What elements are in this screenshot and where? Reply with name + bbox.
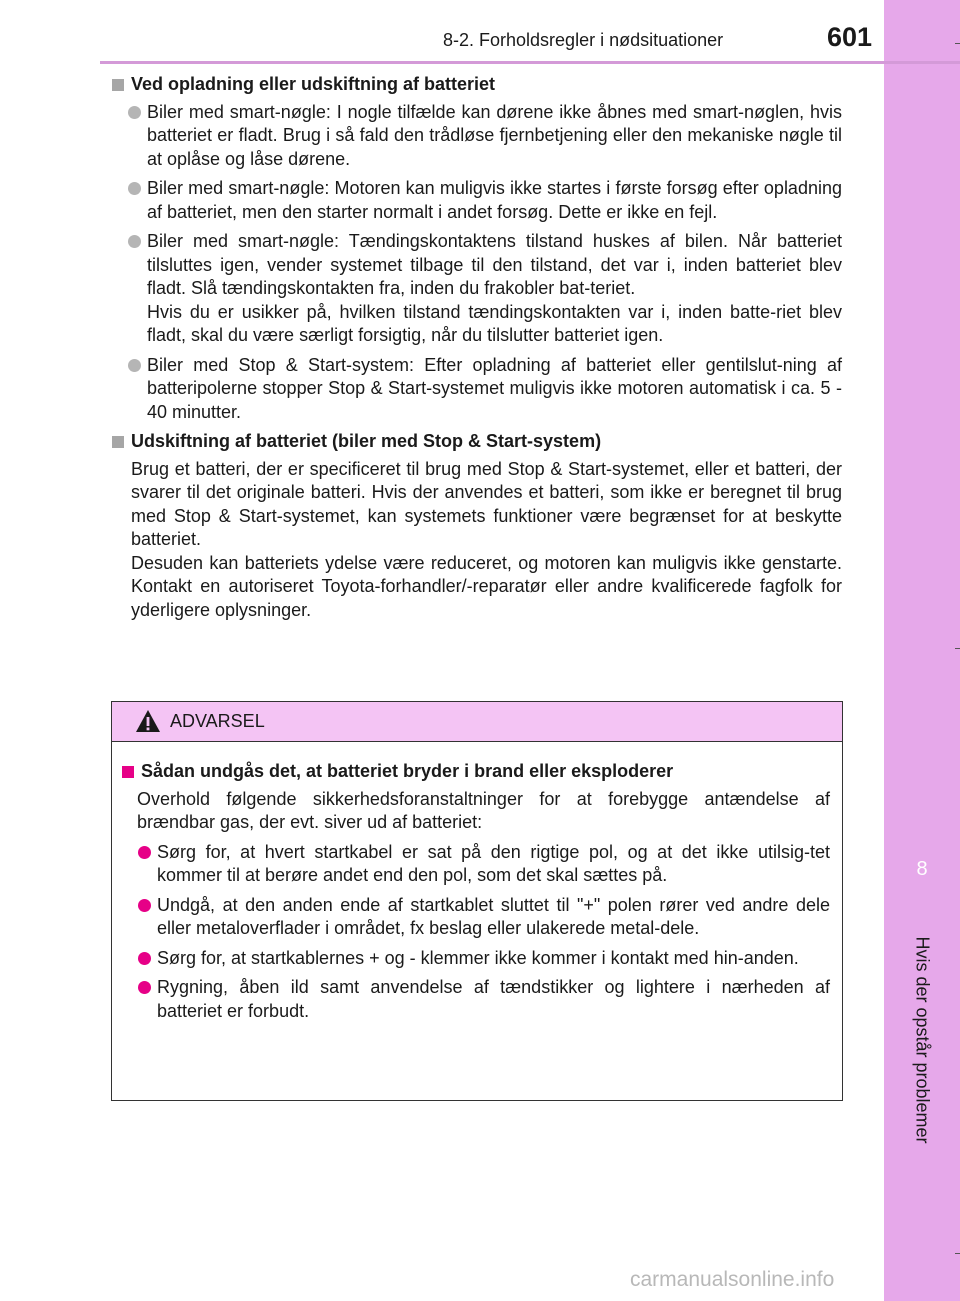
paragraph: Brug et batteri, der er specificeret til brug med Stop & Start-systemet, eller et batteri, der svarer til det originale batteri. Hvis der anvendes et batteri, som ikke er beregnet til brug med Stop & Start-systemet, kan systemets funktioner være begrænset for at beskytte batteriet. (131, 458, 842, 549)
warning-box (111, 701, 843, 1101)
chapter-label: Hvis der opstår problemer (912, 936, 933, 1144)
circle-bullet-icon (138, 899, 151, 912)
circle-bullet-icon (138, 981, 151, 994)
circle-bullet-icon (128, 106, 141, 119)
watermark: carmanualsonline.info (630, 1268, 835, 1291)
section-heading: Udskiftning af batteriet (biler med Stop & Start-system) (112, 430, 842, 454)
square-bullet-icon (112, 436, 124, 448)
circle-bullet-icon (128, 235, 141, 248)
crop-mark (955, 43, 960, 44)
header-rule (100, 61, 960, 64)
section-heading: Ved opladning eller udskiftning af batteriet (112, 73, 842, 97)
list-item: Undgå, at den anden ende af startkablet sluttet til "+" polen rører ved andre dele eller metaloverflader i området, fx beslag eller ulakerede metal-dele. (122, 894, 830, 941)
list-item: Rygning, åben ild samt anvendelse af tændstikker og lightere i nærheden af batteriet er forbudt. (122, 976, 830, 1023)
list-item: Sørg for, at startkablernes + og - klemmer ikke kommer i kontakt med hin-anden. (122, 947, 830, 971)
list-item: Sørg for, at hvert startkabel er sat på den rigtige pol, og at det ikke utilsig-tet kommer til at berøre andet end den pol, som det skal sættes på. (122, 841, 830, 888)
list-item: Biler med smart-nøgle: Motoren kan muligvis ikke startes i første forsøg efter opladning af batteriet, men den starter normalt i andet forsøg. Dette er ikke en fejl. (112, 177, 842, 224)
chapter-number: 8 (916, 858, 928, 880)
crop-mark (955, 648, 960, 649)
main-content (112, 73, 842, 628)
warning-body (112, 742, 842, 1023)
section-title: 8-2. Forholdsregler i nødsituationer (443, 30, 724, 50)
crop-mark (955, 1253, 960, 1254)
square-bullet-icon (122, 766, 134, 778)
page-number: 601 (827, 22, 873, 52)
list-item: Biler med smart-nøgle: I nogle tilfælde kan dørene ikke åbnes med smart-nøglen, hvis batteriet er fladt. Brug i så fald den trådløse fjernbetjening eller den mekaniske nøgle til at oplåse og låse dørene. (112, 101, 842, 172)
square-bullet-icon (112, 79, 124, 91)
circle-bullet-icon (128, 359, 141, 372)
paragraph: Desuden kan batteriets ydelse være reduceret, og motoren kan muligvis ikke genstarte. Kontakt en autoriseret Toyota-forhandler/-reparatør eller andre kvalificerede fagfolk for yderligere oplysninger. (131, 552, 842, 620)
warning-intro: Overhold følgende sikkerhedsforanstaltninger for at forebygge antændelse af brændbar gas, der evt. siver ud af batteriet: (137, 788, 830, 832)
list-item: Biler med smart-nøgle: Tændingskontaktens tilstand huskes af bilen. Når batteriet tilsluttes igen, vender systemet tilbage til den tilstand, det var i, inden batteriet blev fladt. Slå tændingskontakten fra, inden du frakobler bat-teriet. Hvis du er usikker på, hvilken tilstand tændingskontakten var i, inden batte-riet blev fladt, skal du være særligt forsigtig, når du tilslutter batteriet igen. (112, 230, 842, 348)
warning-heading: Sådan undgås det, at batteriet bryder i brand eller eksploderer (122, 760, 830, 784)
warning-title: ADVARSEL (170, 711, 265, 731)
circle-bullet-icon (128, 182, 141, 195)
warning-triangle-icon (135, 709, 161, 733)
circle-bullet-icon (138, 952, 151, 965)
circle-bullet-icon (138, 846, 151, 859)
list-item: Biler med Stop & Start-system: Efter opladning af batteriet eller gentilslut-ning af batteripolerne stopper Stop & Start-systemet muligvis ikke motoren automatisk i ca. 5 - 40 minutter. (112, 354, 842, 425)
warning-header (112, 702, 842, 742)
